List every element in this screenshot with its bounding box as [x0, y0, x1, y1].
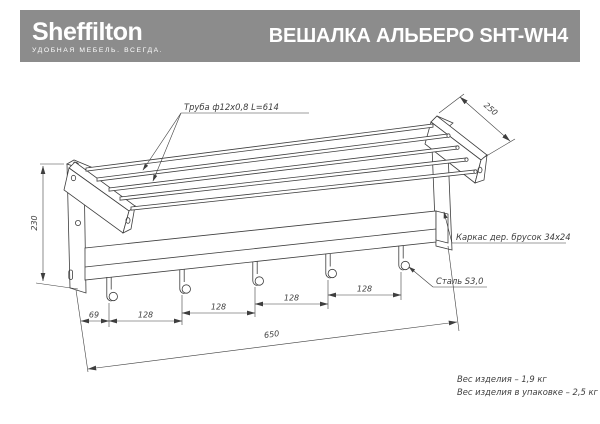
hook — [107, 277, 118, 301]
weight-note-product: Вес изделия – 1,9 кг — [457, 374, 547, 384]
label-frame-text: Каркас дер. брусок 34х24 — [456, 232, 571, 242]
label-frame — [444, 212, 571, 243]
dim-128-text: 128 — [283, 293, 300, 303]
dim-128-text: 128 — [210, 302, 227, 312]
brand-name: Sheffilton — [32, 17, 143, 46]
dim-width-text: 650 — [263, 329, 280, 340]
hook — [399, 246, 410, 270]
dim-128-text: 128 — [356, 284, 373, 294]
label-tube-text: Труба ф12х0,8 L=614 — [184, 102, 279, 112]
dim-69-text: 69 — [88, 310, 100, 320]
weight-note-packed: Вес изделия в упаковке – 2,5 кг — [457, 387, 598, 397]
page-title: ВЕШАЛКА АЛЬБЕРО SHT-WH4 — [268, 24, 568, 47]
brand-tagline: УДОБНАЯ МЕБЕЛЬ. ВСЕГДА. — [32, 46, 164, 54]
bottom-rail — [85, 211, 448, 280]
hook — [326, 254, 337, 278]
dim-depth-text: 250 — [481, 100, 500, 118]
dim-height-text: 230 — [30, 215, 39, 231]
dim-128-text: 128 — [137, 310, 154, 320]
label-steel-text: Сталь S3,0 — [436, 276, 484, 286]
hook — [253, 262, 264, 286]
weight-notes — [457, 374, 599, 397]
dimension-hook-chain — [76, 272, 401, 372]
label-steel — [409, 267, 487, 287]
hook — [180, 270, 191, 294]
